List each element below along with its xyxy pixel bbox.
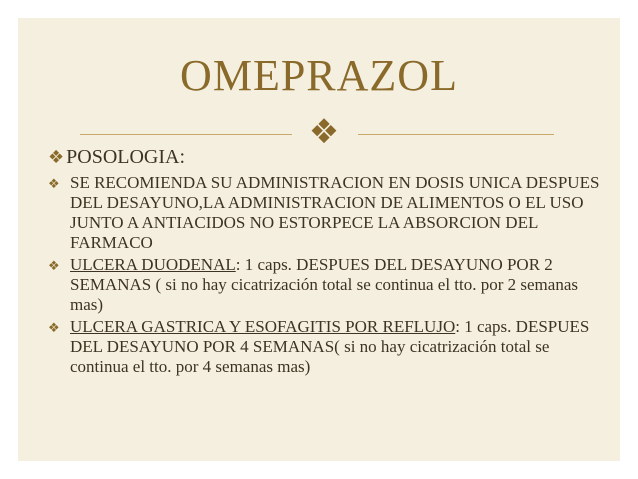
- heading-text: POSOLOGIA:: [66, 146, 186, 168]
- title-rule-left: [80, 134, 292, 135]
- slide-frame-bottom: [0, 461, 638, 479]
- diamond-four-icon: ❖: [48, 321, 60, 336]
- list-item: [48, 317, 608, 377]
- list-item: [48, 255, 608, 315]
- bullet-body: : 1 caps. DESPUES DEL DESAYUNO POR 4 SEMANAS( si no hay cicatrización total se continua el tto. por 4 semanas mas): [70, 317, 590, 376]
- diamond-four-icon: ❖: [48, 177, 60, 192]
- bullet-text: [70, 317, 608, 377]
- diamond-four-icon: ❖: [48, 259, 60, 274]
- slide-title: OMEPRAZOL: [180, 51, 458, 100]
- bullet-text: [70, 255, 608, 315]
- list-item: [48, 173, 608, 253]
- bullet-body: : 1 caps. DESPUES DEL DESAYUNO POR 2 SEMANAS ( si no hay cicatrización total se continua el tto. por 2 semanas mas): [70, 255, 578, 314]
- scroll-ornament-icon: ❖: [308, 112, 340, 152]
- slide-frame-top: [0, 0, 638, 18]
- bullet-label: ULCERA GASTRICA Y ESOFAGITIS POR REFLUJO: [70, 317, 456, 336]
- bullet-label: ULCERA DUODENAL: [70, 255, 236, 274]
- slide-body: [48, 140, 608, 379]
- title-rule-right: [358, 134, 554, 135]
- posologia-heading: [48, 146, 608, 169]
- scroll-ornament-icon: ❖: [48, 147, 65, 168]
- bullet-text: SE RECOMIENDA SU ADMINISTRACION EN DOSIS UNICA DESPUES DEL DESAYUNO,LA ADMINISTRACION DE ALIMENTOS O EL USO JUNTO A ANTIACIDOS NO ESTORPECE LA ABSORCION DEL FARMACO: [70, 173, 600, 252]
